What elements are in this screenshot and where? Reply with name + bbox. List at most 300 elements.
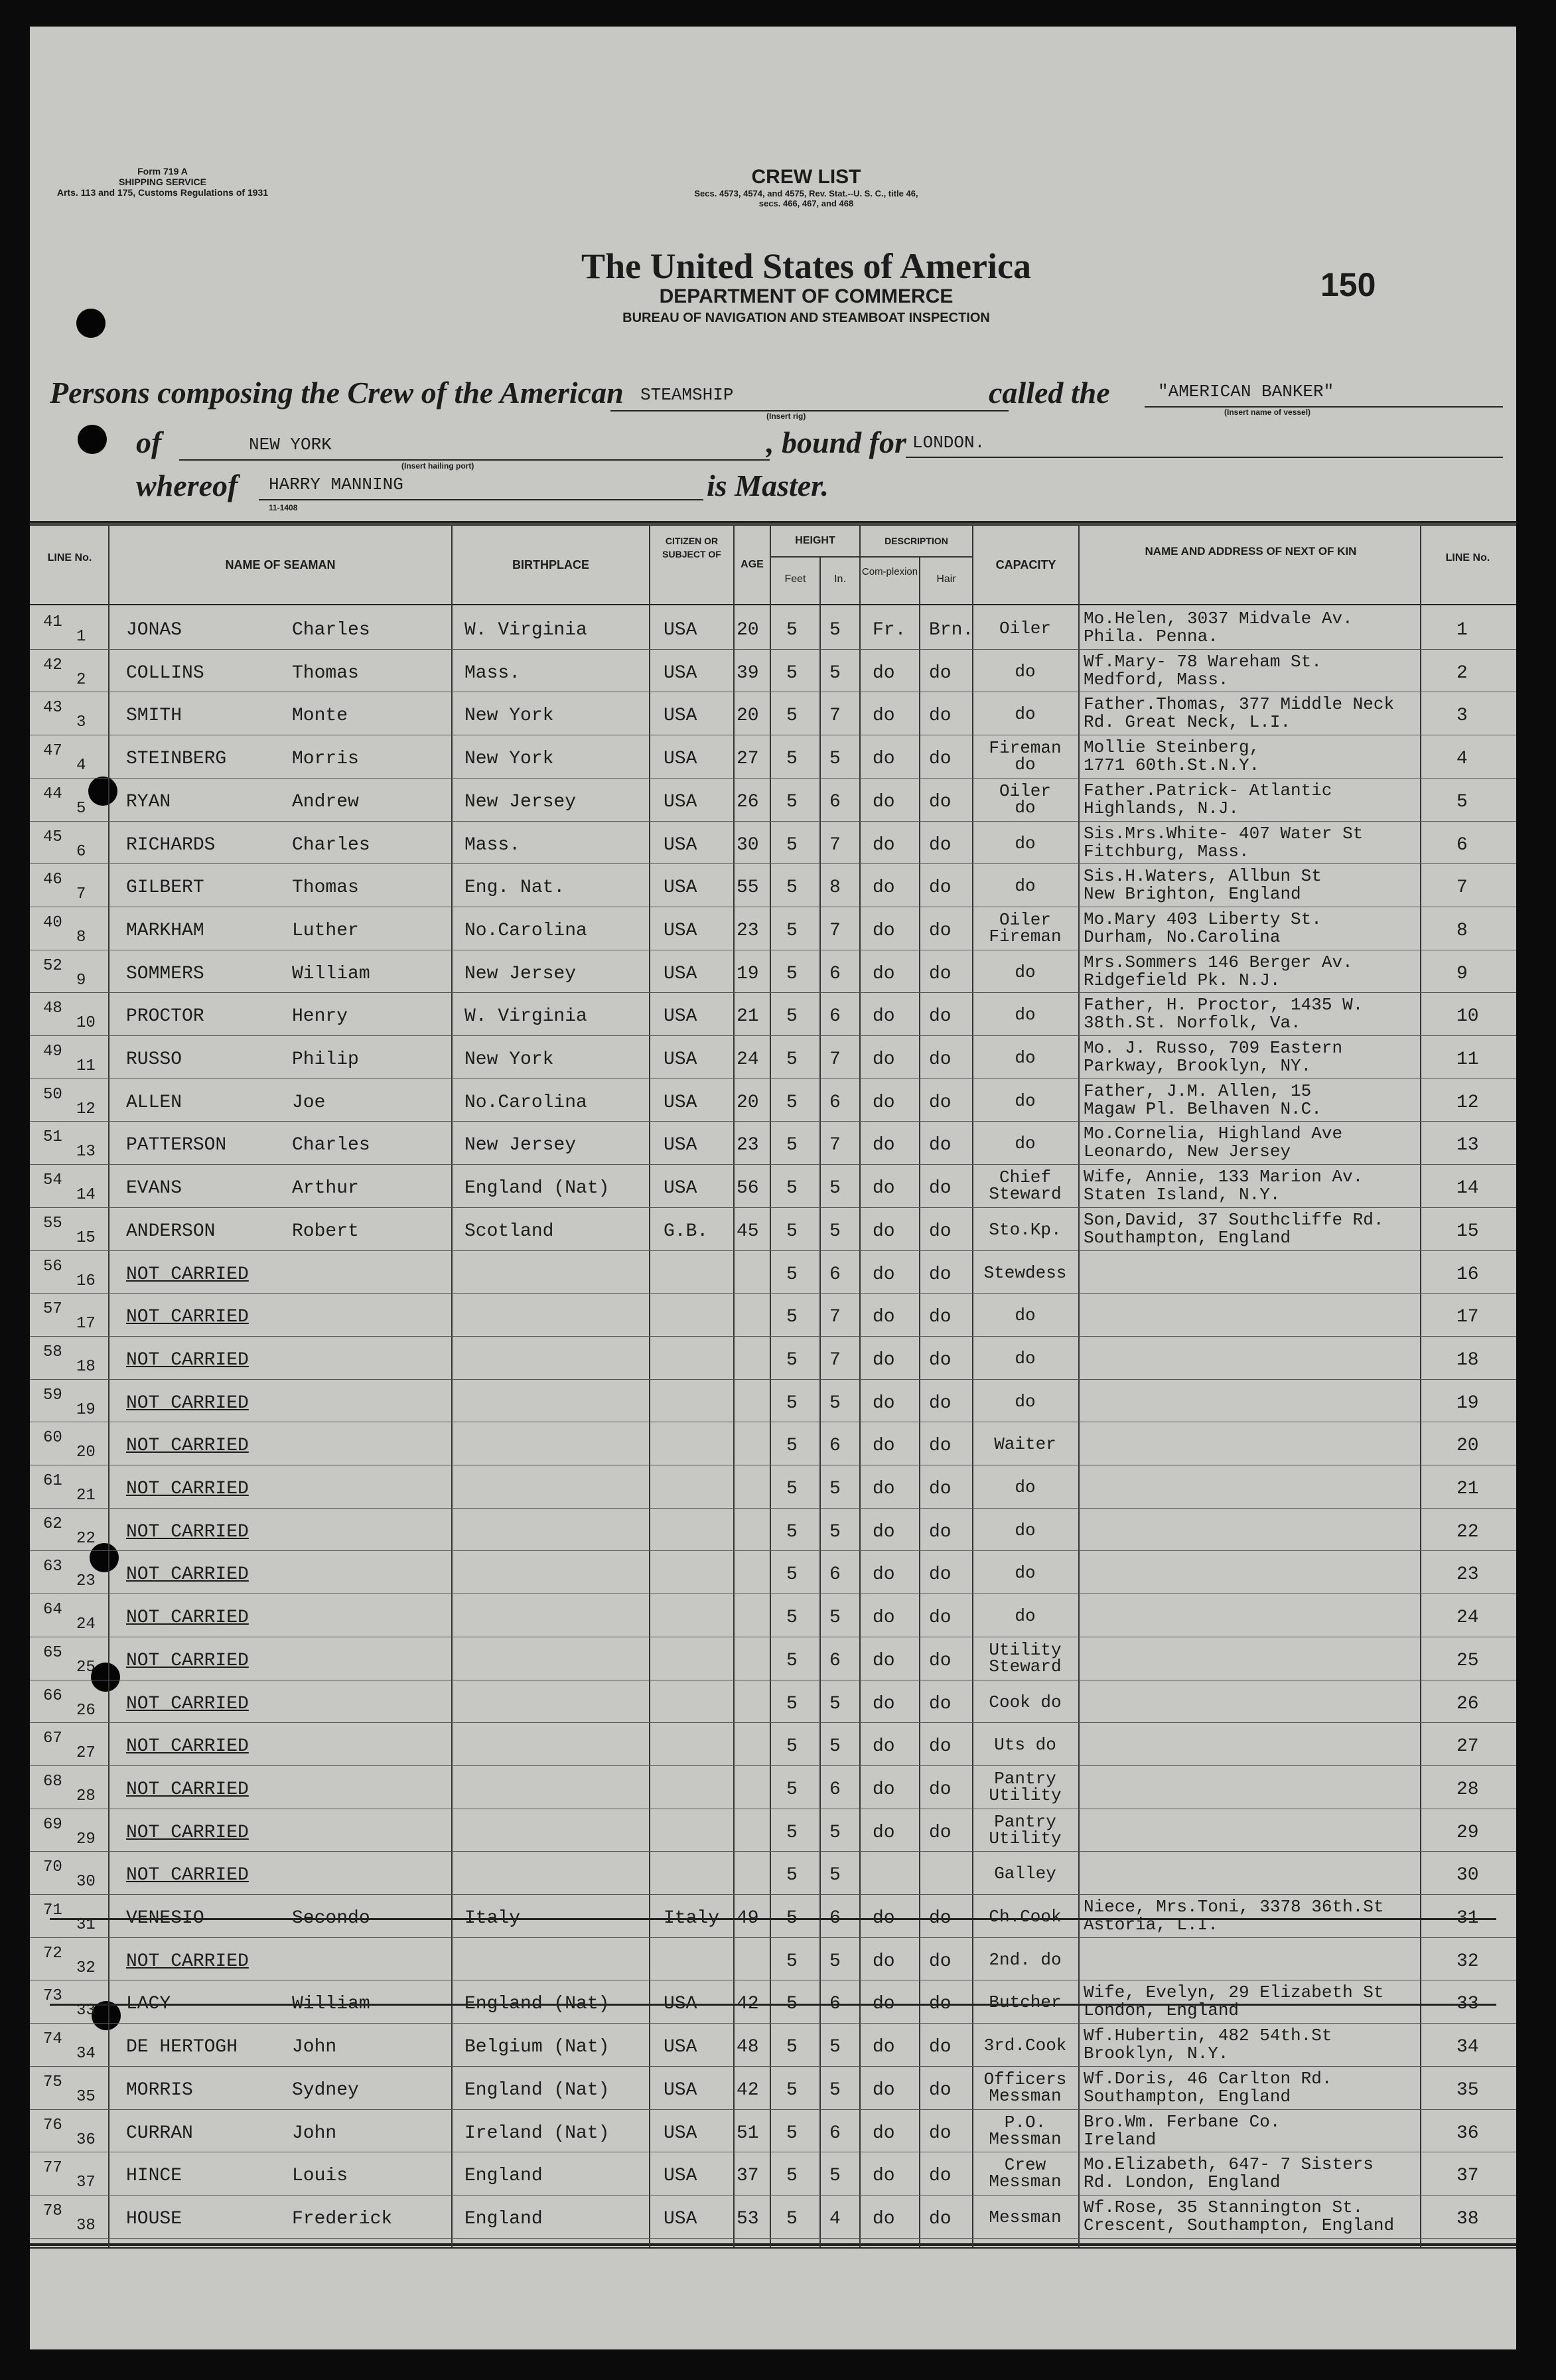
next-of-kin: Mo.Cornelia, Highland Ave Leonardo, New Jersey [1084,1124,1343,1162]
row-divider [30,1894,1516,1895]
hair: do [929,834,952,855]
line-number: 9 [76,971,86,990]
complexion: do [873,2208,895,2229]
old-line-number: 74 [43,2030,62,2049]
line-number: 36 [76,2130,96,2149]
old-line-number: 58 [43,1343,62,1361]
right-line-number: 12 [1456,1092,1479,1113]
complexion: do [873,877,895,899]
age: 20 [737,1092,759,1113]
hair: do [929,963,952,984]
seaman-surname: EVANS [126,1178,182,1199]
old-line-number: 62 [43,1515,62,1533]
capacity: 2nd. do [989,1949,1062,1970]
page-number: 150 [1320,266,1376,303]
seaman-surname: NOT CARRIED [126,1650,249,1671]
row-divider [30,1508,1516,1509]
complexion: do [873,1693,895,1714]
hair: do [929,1693,952,1714]
seaman-surname: NOT CARRIED [126,1736,249,1757]
next-of-kin: Father, J.M. Allen, 15 Magaw Pl. Belhaven N.C. [1084,1080,1322,1119]
capacity: do [1015,1090,1036,1111]
punch-hole [88,777,117,806]
bureau-title: BUREAU OF NAVIGATION AND STEAMBOAT INSPECTION [622,311,990,325]
complexion: do [873,1951,895,1972]
old-line-number: 67 [43,1730,62,1748]
height-inches: 6 [829,1908,841,1929]
capacity: Butcher [989,1992,1062,2013]
hair: do [929,1221,952,1242]
seaman-surname: NOT CARRIED [126,1951,249,1972]
seaman-surname: CURRAN [126,2122,193,2144]
height-inches: 8 [829,877,841,899]
seaman-surname: NOT CARRIED [126,1779,249,1800]
age: 42 [737,2079,759,2101]
intro-called: called the [989,376,1110,409]
right-line-number: 6 [1456,834,1468,855]
complexion: do [873,1349,895,1371]
age: 55 [737,877,759,899]
capacity: Fireman do [989,738,1062,775]
seaman-surname: VENESIO [126,1908,204,1929]
old-line-number: 56 [43,1257,62,1276]
old-line-number: 65 [43,1643,62,1662]
height-inches: 6 [829,1436,841,1457]
hair: do [929,920,952,941]
row-divider [30,1336,1516,1337]
citizenship: USA [664,877,697,899]
form-service: SHIPPING SERVICE [118,177,206,187]
capacity: do [1015,1477,1036,1497]
capacity: do [1015,1305,1036,1326]
seaman-surname: NOT CARRIED [126,1349,249,1371]
complexion: do [873,1092,895,1113]
height-feet: 5 [786,749,798,770]
hair: do [929,706,952,727]
row-divider [30,2066,1516,2067]
complexion: do [873,2079,895,2101]
crew-list-heading [534,166,1078,208]
age: 37 [737,2166,759,2187]
birthplace: England (Nat) [464,1178,610,1199]
row-divider [30,2023,1516,2024]
old-line-number: 47 [43,742,62,761]
next-of-kin: Mo. J. Russo, 709 Eastern Parkway, Brooklyn, NY. [1084,1038,1343,1076]
line-number: 3 [76,713,86,732]
capacity: Pantry Utility [989,1811,1062,1848]
old-line-number: 40 [43,913,62,932]
header-description: DESCRIPTION [884,536,948,546]
seaman-given-name: Charles [292,834,370,855]
hair: do [929,1307,952,1328]
seaman-surname: HOUSE [126,2208,182,2229]
height-feet: 5 [786,1951,798,1972]
complexion: do [873,791,895,812]
old-line-number: 49 [43,1043,62,1061]
age: 45 [737,1221,759,1242]
line-number: 24 [76,1615,96,1634]
seaman-given-name: Robert [292,1221,359,1242]
next-of-kin: Bro.Wm. Ferbane Co. Ireland [1084,2111,1281,2150]
height-inches: 7 [829,834,841,855]
complexion: do [873,1436,895,1457]
next-of-kin: Wf.Rose, 35 Stannington St. Crescent, Southampton, England [1084,2197,1395,2235]
hair: do [929,1994,952,2015]
height-inches: 5 [829,1479,841,1499]
hair: do [929,2037,952,2058]
line-number: 37 [76,2174,96,2192]
header-age: AGE [741,559,764,570]
seaman-surname: NOT CARRIED [126,1564,249,1586]
old-line-number: 60 [43,1429,62,1448]
hair: do [929,1049,952,1070]
form-number: Form 719 A [137,166,188,177]
row-divider [30,1207,1516,1208]
hair: do [929,2166,952,2187]
line-number: 38 [76,2216,96,2235]
citizenship: USA [664,2208,697,2229]
seaman-given-name: Arthur [292,1178,359,1199]
complexion: do [873,1221,895,1242]
right-line-number: 14 [1456,1178,1479,1199]
line-number: 1 [76,628,86,646]
right-line-number: 10 [1456,1006,1479,1027]
complexion: do [873,1392,895,1414]
struck-out-entry-line [50,2004,1496,2006]
capacity: do [1015,876,1036,897]
line-number: 8 [76,928,86,946]
row-divider [30,1937,1516,1938]
line-number: 12 [76,1100,96,1118]
complexion: do [873,1564,895,1586]
complexion: do [873,963,895,984]
right-line-number: 29 [1456,1822,1479,1843]
old-line-number: 59 [43,1386,62,1404]
old-line-number: 52 [43,956,62,975]
birthplace: Belgium (Nat) [464,2037,610,2058]
header-inches: In. [834,573,846,585]
seaman-surname: ALLEN [126,1092,182,1113]
row-divider [30,2109,1516,2110]
height-inches: 6 [829,963,841,984]
right-line-number: 3 [1456,706,1468,727]
old-line-number: 77 [43,2159,62,2178]
next-of-kin: Mo.Helen, 3037 Midvale Av. Phila. Penna. [1084,609,1353,646]
capacity: Cook do [989,1692,1062,1712]
complexion: do [873,2037,895,2058]
capacity: do [1015,1520,1036,1540]
row-divider [30,649,1516,650]
intro-whereof: whereof [136,469,238,502]
header-line-no: LINE No. [47,552,92,563]
birthplace: Ireland (Nat) [464,2122,610,2144]
hair: do [929,1135,952,1156]
height-feet: 5 [786,706,798,727]
complexion: do [873,1650,895,1671]
hair: do [929,1479,952,1499]
birthplace: W. Virginia [464,620,587,640]
seaman-given-name: Thomas [292,662,359,684]
hair: do [929,2208,952,2229]
capacity: Stewdess [983,1262,1067,1283]
hair: do [929,1607,952,1629]
birthplace: No.Carolina [464,1092,587,1113]
line-number: 30 [76,1873,96,1892]
line-number: 6 [76,842,86,861]
height-feet: 5 [786,1908,798,1929]
right-line-number: 34 [1456,2037,1479,2058]
height-feet: 5 [786,1822,798,1843]
next-of-kin: Sis.Mrs.White- 407 Water St Fitchburg, Mass. [1084,823,1364,861]
right-line-number: 23 [1456,1564,1479,1586]
statutes-line-2: secs. 466, 467, and 468 [758,198,854,208]
height-inches: 6 [829,1264,841,1285]
old-line-number: 44 [43,784,62,803]
citizenship: USA [664,1178,697,1199]
old-line-number: 68 [43,1772,62,1791]
header-feet: Feet [784,573,806,585]
vessel-hint: (Insert name of vessel) [1224,408,1311,417]
height-inches: 7 [829,920,841,941]
line-number: 15 [76,1228,96,1247]
next-of-kin: Sis.H.Waters, Allbun St New Brighton, England [1084,866,1322,905]
next-of-kin: Mollie Steinberg, 1771 60th.St.N.Y. [1084,737,1260,776]
line-number: 23 [76,1572,96,1591]
right-line-number: 36 [1456,2122,1479,2144]
seaman-surname: MARKHAM [126,920,204,941]
capacity: Officers Messman [983,2069,1067,2106]
seaman-given-name: Andrew [292,791,359,812]
right-line-number: 1 [1456,620,1468,640]
right-line-number: 30 [1456,1865,1479,1886]
birthplace: New Jersey [464,791,577,812]
complexion: do [873,834,895,855]
height-inches: 6 [829,1994,841,2015]
height-inches: 7 [829,1307,841,1328]
hair: do [929,662,952,684]
intro-persons: Persons composing the Crew of the American [50,376,624,409]
next-of-kin: Mrs.Sommers 146 Berger Av. Ridgefield Pk. N.J. [1084,952,1353,990]
complexion: do [873,1264,895,1285]
seaman-given-name: William [292,1994,370,2015]
height-inches: 5 [829,1736,841,1757]
birthplace: New York [464,1049,554,1070]
height-inches: 7 [829,1049,841,1070]
seaman-surname: GILBERT [126,877,204,899]
citizenship: USA [664,834,697,855]
header-citizen: CITIZEN OR SUBJECT OF [662,536,721,559]
hair: do [929,2122,952,2144]
row-divider [30,1550,1516,1551]
line-number: 21 [76,1487,96,1505]
height-inches: 5 [829,1865,841,1886]
old-line-number: 63 [43,1558,62,1576]
seaman-given-name: John [292,2122,337,2144]
height-inches: 5 [829,2166,841,2187]
row-divider [30,1765,1516,1766]
right-line-number: 28 [1456,1779,1479,1800]
hair: do [929,1264,952,1285]
citizenship: USA [664,2037,697,2058]
header-hair: Hair [936,573,956,585]
intro-of: of [136,425,162,459]
seaman-surname: ANDERSON [126,1221,216,1242]
row-divider [30,863,1516,864]
height-feet: 5 [786,2166,798,2187]
complexion: do [873,1607,895,1629]
old-line-number: 48 [43,1000,62,1018]
citizenship: Italy [664,1908,720,1929]
capacity: Galley [994,1864,1056,1884]
seaman-surname: PATTERSON [126,1135,227,1156]
header-next-of-kin: NAME AND ADDRESS OF NEXT OF KIN [1145,545,1357,558]
capacity: do [1015,1005,1036,1025]
age: 42 [737,1994,759,2015]
height-feet: 5 [786,1092,798,1113]
line-number: 14 [76,1186,96,1205]
height-feet: 5 [786,1865,798,1886]
height-feet: 5 [786,1736,798,1757]
complexion: do [873,1736,895,1757]
next-of-kin: Son,David, 37 Southcliffe Rd. Southampton, England [1084,1209,1384,1248]
old-line-number: 41 [43,613,62,631]
old-line-number: 75 [43,2073,62,2091]
hair: do [929,1436,952,1457]
line-number: 35 [76,2087,96,2106]
height-feet: 5 [786,963,798,984]
age: 20 [737,706,759,727]
citizenship: USA [664,1135,697,1156]
header-birthplace: BIRTHPLACE [512,558,589,571]
right-line-number: 5 [1456,791,1468,812]
hair: do [929,1736,952,1757]
seaman-surname: MORRIS [126,2079,193,2101]
next-of-kin: Wf.Hubertin, 482 54th.St Brooklyn, N.Y. [1084,2026,1332,2064]
old-line-number: 51 [43,1128,62,1147]
punch-hole [76,309,106,338]
seaman-surname: SMITH [126,706,182,727]
right-line-number: 18 [1456,1349,1479,1371]
capacity: Waiter [994,1434,1056,1455]
hair: do [929,1006,952,1027]
seaman-surname: NOT CARRIED [126,1822,249,1843]
old-line-number: 73 [43,1987,62,2006]
seaman-given-name: William [292,963,370,984]
header-line-no-right: LINE No. [1445,552,1490,563]
seaman-given-name: Charles [292,1135,370,1156]
capacity: do [1015,1563,1036,1584]
right-line-number: 38 [1456,2208,1479,2229]
citizenship: USA [664,791,697,812]
department-title: DEPARTMENT OF COMMERCE [659,285,954,307]
citizenship: G.B. [664,1221,709,1242]
right-line-number: 27 [1456,1736,1479,1757]
intro-is-master: is Master. [707,469,829,502]
birthplace: Eng. Nat. [464,877,565,899]
print-code: 11-1408 [269,503,298,512]
height-feet: 5 [786,1479,798,1499]
birthplace: W. Virginia [464,1006,587,1027]
capacity: do [1015,1048,1036,1068]
capacity: do [1015,1606,1036,1627]
height-inches: 5 [829,1521,841,1542]
citizenship: USA [664,1092,697,1113]
right-line-number: 19 [1456,1392,1479,1414]
old-line-number: 72 [43,1944,62,1963]
row-divider [30,1164,1516,1165]
birthplace: England [464,2208,543,2229]
height-inches: 5 [829,620,841,640]
next-of-kin: Wf.Doris, 46 Carlton Rd. Southampton, England [1084,2068,1332,2107]
complexion: do [873,1822,895,1843]
complexion: do [873,1307,895,1328]
old-line-number: 46 [43,871,62,889]
hailing-port: NEW YORK [249,435,332,455]
right-line-number: 20 [1456,1436,1479,1457]
table-top-border [30,521,1516,524]
age: 23 [737,1135,759,1156]
country-title: The United States of America [581,246,1031,286]
height-inches: 5 [829,1178,841,1199]
citizenship: USA [664,963,697,984]
seaman-given-name: Secondo [292,1908,370,1929]
height-inches: 6 [829,2122,841,2144]
right-line-number: 25 [1456,1650,1479,1671]
capacity: 3rd.Cook [983,2036,1067,2056]
capacity: Uts do [994,1735,1056,1755]
citizenship: USA [664,749,697,770]
height-feet: 5 [786,1392,798,1414]
hair: do [929,749,952,770]
age: 51 [737,2122,759,2144]
line-number: 32 [76,1959,96,1977]
seaman-given-name: Monte [292,706,348,727]
old-line-number: 69 [43,1815,62,1834]
right-line-number: 37 [1456,2166,1479,2187]
height-feet: 5 [786,1307,798,1328]
seaman-given-name: Charles [292,620,370,640]
height-feet: 5 [786,834,798,855]
old-line-number: 45 [43,828,62,846]
capacity: do [1015,962,1036,982]
birthplace: England (Nat) [464,2079,610,2101]
complexion: do [873,2122,895,2144]
seaman-given-name: Sydney [292,2079,359,2101]
line-number: 13 [76,1143,96,1161]
hair: do [929,1650,952,1671]
old-line-number: 55 [43,1214,62,1232]
line-number: 27 [76,1744,96,1763]
complexion: do [873,1994,895,2015]
line-number: 31 [76,1916,96,1934]
old-line-number: 57 [43,1300,62,1319]
seaman-surname: NOT CARRIED [126,1693,249,1714]
table-bottom-border [30,2243,1516,2246]
height-inches: 6 [829,1779,841,1800]
line-number: 25 [76,1658,96,1676]
height-feet: 5 [786,1264,798,1285]
capacity: do [1015,1134,1036,1154]
next-of-kin: Wf.Mary- 78 Wareham St. Medford, Mass. [1084,651,1322,690]
height-inches: 6 [829,1650,841,1671]
old-line-number: 54 [43,1171,62,1190]
age: 26 [737,791,759,812]
right-line-number: 35 [1456,2079,1479,2101]
age: 56 [737,1178,759,1199]
seaman-surname: NOT CARRIED [126,1264,249,1285]
struck-out-entry-line [50,1918,1496,1920]
right-line-number: 2 [1456,662,1468,684]
